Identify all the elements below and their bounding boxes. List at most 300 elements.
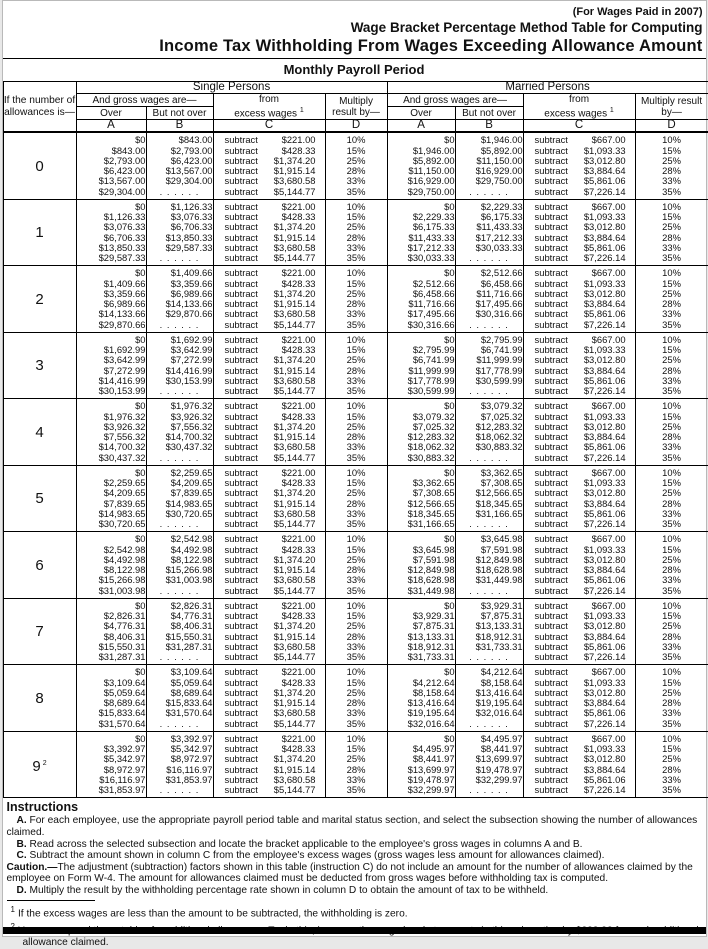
- single-cell-rate: 35%: [325, 652, 387, 665]
- married-cell-rate: 28%: [635, 233, 708, 243]
- married-cell-rate: 25%: [635, 156, 708, 166]
- married-cell-but-not-over: . . . . . .: [455, 253, 523, 266]
- footnote-1-marker: 1: [300, 107, 304, 114]
- single-cell-subtract-amount: subtract $1,374.20: [213, 422, 325, 432]
- single-cell-rate: 28%: [325, 432, 387, 442]
- married-cell-subtract-amount: subtract $3,012.80: [523, 555, 635, 565]
- married-gross-wages-header: And gross wages are—: [387, 94, 523, 107]
- married-cell-but-not-over: $12,566.65: [455, 488, 523, 498]
- married-cell-subtract-amount: subtract $7,226.14: [523, 253, 635, 266]
- married-cell-subtract-amount: subtract $7,226.14: [523, 719, 635, 732]
- married-cell-rate: 35%: [635, 453, 708, 466]
- single-cell-subtract-amount: subtract $1,915.14: [213, 366, 325, 376]
- married-cell-rate: 33%: [635, 309, 708, 319]
- married-cell-over: $8,158.64: [387, 688, 455, 698]
- single-cell-but-not-over: $8,972.97: [146, 754, 213, 764]
- single-cell-over: $0: [76, 665, 146, 678]
- married-cell-subtract-amount: subtract $3,012.80: [523, 621, 635, 631]
- married-cell-over: $0: [387, 266, 455, 279]
- bracket-row: [3, 253, 708, 266]
- single-cell-over: $7,272.99: [76, 366, 146, 376]
- single-cell-over: $29,870.66: [76, 320, 146, 333]
- single-cell-over: $0: [76, 465, 146, 478]
- married-cell-over: $11,716.66: [387, 299, 455, 309]
- single-cell-over: $0: [76, 132, 146, 145]
- married-cell-over: $3,079.32: [387, 412, 455, 422]
- single-cell-but-not-over: . . . . . .: [146, 586, 213, 599]
- single-multiply-header: Multiply result by—: [325, 94, 387, 120]
- single-cell-rate: 10%: [325, 665, 387, 678]
- married-cell-subtract-amount: subtract $1,093.33: [523, 345, 635, 355]
- married-cell-subtract-amount: subtract $3,884.64: [523, 432, 635, 442]
- single-over-header: Over: [76, 107, 146, 120]
- married-cell-subtract-amount: subtract $1,093.33: [523, 146, 635, 156]
- single-cell-but-not-over: $31,853.97: [146, 775, 213, 785]
- single-cell-subtract-amount: subtract $428.33: [213, 545, 325, 555]
- single-cell-over: $7,556.32: [76, 432, 146, 442]
- single-cell-but-not-over: $2,826.31: [146, 598, 213, 611]
- table-header: [3, 82, 708, 133]
- married-cell-but-not-over: $2,229.33: [455, 199, 523, 212]
- single-cell-subtract-amount: subtract $1,374.20: [213, 754, 325, 764]
- single-cell-subtract-amount: subtract $221.00: [213, 465, 325, 478]
- married-cell-rate: 10%: [635, 731, 708, 744]
- bracket-row: [3, 519, 708, 532]
- married-cell-but-not-over: $6,175.33: [455, 212, 523, 222]
- married-cell-but-not-over: $7,308.65: [455, 478, 523, 488]
- single-cell-over: $7,839.65: [76, 499, 146, 509]
- single-cell-over: $2,542.98: [76, 545, 146, 555]
- single-cell-subtract-amount: subtract $1,915.14: [213, 565, 325, 575]
- single-cell-rate: 25%: [325, 289, 387, 299]
- married-cell-but-not-over: $11,433.33: [455, 222, 523, 232]
- married-cell-rate: 33%: [635, 376, 708, 386]
- single-cell-over: $1,692.99: [76, 345, 146, 355]
- married-cell-but-not-over: $11,716.66: [455, 289, 523, 299]
- single-cell-over: $5,059.64: [76, 688, 146, 698]
- single-cell-over: $1,126.33: [76, 212, 146, 222]
- married-cell-subtract-amount: subtract $3,884.64: [523, 632, 635, 642]
- column-letter: D: [325, 120, 387, 133]
- married-excess-wages-header: from excess wages $^1$: [523, 94, 635, 120]
- married-cell-subtract-amount: subtract $5,861.06: [523, 243, 635, 253]
- married-cell-over: $30,599.99: [387, 386, 455, 399]
- married-cell-subtract-amount: subtract $5,861.06: [523, 176, 635, 186]
- married-cell-rate: 10%: [635, 598, 708, 611]
- married-cell-but-not-over: $30,033.33: [455, 243, 523, 253]
- married-cell-rate: 15%: [635, 212, 708, 222]
- married-cell-over: $16,929.00: [387, 176, 455, 186]
- married-cell-rate: 25%: [635, 222, 708, 232]
- single-cell-but-not-over: $7,272.99: [146, 355, 213, 365]
- single-cell-subtract-amount: subtract $5,144.77: [213, 519, 325, 532]
- married-cell-over: $11,999.99: [387, 366, 455, 376]
- single-cell-subtract-amount: subtract $221.00: [213, 199, 325, 212]
- married-cell-subtract-amount: subtract $5,861.06: [523, 509, 635, 519]
- single-cell-over: $0: [76, 598, 146, 611]
- single-cell-but-not-over: $2,793.00: [146, 146, 213, 156]
- married-cell-over: $1,946.00: [387, 146, 455, 156]
- single-cell-rate: 15%: [325, 545, 387, 555]
- single-cell-subtract-amount: subtract $5,144.77: [213, 719, 325, 732]
- married-cell-over: $19,195.64: [387, 708, 455, 718]
- bracket-row: [3, 652, 708, 665]
- married-but-not-over-header: But not over: [455, 107, 523, 120]
- married-cell-over: $2,795.99: [387, 345, 455, 355]
- married-cell-rate: 10%: [635, 465, 708, 478]
- single-cell-over: $0: [76, 731, 146, 744]
- married-cell-subtract-amount: subtract $667.00: [523, 731, 635, 744]
- single-cell-over: $30,720.65: [76, 519, 146, 532]
- married-cell-over: $4,495.97: [387, 744, 455, 754]
- single-cell-subtract-amount: subtract $1,374.20: [213, 156, 325, 166]
- single-cell-but-not-over: $30,437.32: [146, 442, 213, 452]
- single-cell-over: $8,406.31: [76, 632, 146, 642]
- single-cell-over: $4,776.31: [76, 621, 146, 631]
- married-cell-but-not-over: $18,628.98: [455, 565, 523, 575]
- married-cell-over: $18,062.32: [387, 442, 455, 452]
- married-cell-over: $29,750.00: [387, 187, 455, 200]
- married-cell-over: $13,699.97: [387, 765, 455, 775]
- married-cell-over: $0: [387, 532, 455, 545]
- married-cell-over: $3,362.65: [387, 478, 455, 488]
- single-cell-subtract-amount: subtract $221.00: [213, 132, 325, 145]
- married-cell-subtract-amount: subtract $3,884.64: [523, 166, 635, 176]
- single-cell-but-not-over: $8,122.98: [146, 555, 213, 565]
- column-letter: A: [387, 120, 455, 133]
- married-cell-rate: 35%: [635, 519, 708, 532]
- married-cell-subtract-amount: subtract $3,012.80: [523, 156, 635, 166]
- married-cell-rate: 33%: [635, 243, 708, 253]
- married-cell-rate: 25%: [635, 688, 708, 698]
- married-cell-subtract-amount: subtract $5,861.06: [523, 642, 635, 652]
- married-cell-rate: 25%: [635, 488, 708, 498]
- single-cell-rate: 28%: [325, 765, 387, 775]
- column-letter: B: [146, 120, 213, 133]
- married-cell-over: $31,449.98: [387, 586, 455, 599]
- married-cell-but-not-over: $8,158.64: [455, 678, 523, 688]
- single-cell-over: $0: [76, 199, 146, 212]
- single-cell-over: $15,550.31: [76, 642, 146, 652]
- allowance-group-4: [3, 399, 708, 466]
- married-cell-rate: 15%: [635, 279, 708, 289]
- single-cell-but-not-over: $1,692.99: [146, 332, 213, 345]
- married-cell-but-not-over: $12,849.98: [455, 555, 523, 565]
- married-cell-subtract-amount: subtract $7,226.14: [523, 187, 635, 200]
- single-cell-rate: 33%: [325, 376, 387, 386]
- married-cell-subtract-amount: subtract $3,012.80: [523, 754, 635, 764]
- single-cell-subtract-amount: subtract $1,374.20: [213, 555, 325, 565]
- married-cell-rate: 33%: [635, 775, 708, 785]
- single-cell-subtract-amount: subtract $1,915.14: [213, 166, 325, 176]
- married-cell-over: $0: [387, 731, 455, 744]
- single-cell-rate: 10%: [325, 266, 387, 279]
- married-cell-rate: 35%: [635, 320, 708, 333]
- married-cell-subtract-amount: subtract $3,012.80: [523, 488, 635, 498]
- married-cell-but-not-over: . . . . . .: [455, 386, 523, 399]
- allowances-header: If the number of allowances is—: [3, 82, 76, 133]
- married-cell-subtract-amount: subtract $7,226.14: [523, 586, 635, 599]
- married-cell-rate: 10%: [635, 266, 708, 279]
- married-cell-but-not-over: $2,795.99: [455, 332, 523, 345]
- allowance-count: 5: [3, 465, 76, 532]
- allowance-group-6: [3, 532, 708, 599]
- instruction-b: B. Read across the selected subsection and locate the bracket applicable to the employee's gross wages in columns A and B.: [7, 839, 702, 851]
- single-cell-but-not-over: $4,776.31: [146, 611, 213, 621]
- single-cell-but-not-over: $14,416.99: [146, 366, 213, 376]
- married-cell-rate: 35%: [635, 719, 708, 732]
- single-cell-rate: 33%: [325, 309, 387, 319]
- allowance-count: 6: [3, 532, 76, 599]
- married-cell-rate: 25%: [635, 355, 708, 365]
- single-cell-but-not-over: $7,839.65: [146, 488, 213, 498]
- single-cell-but-not-over: $15,550.31: [146, 632, 213, 642]
- single-cell-over: $2,259.65: [76, 478, 146, 488]
- married-cell-subtract-amount: subtract $3,012.80: [523, 289, 635, 299]
- married-cell-over: $0: [387, 665, 455, 678]
- married-cell-rate: 15%: [635, 545, 708, 555]
- married-cell-but-not-over: $6,458.66: [455, 279, 523, 289]
- married-cell-over: $19,478.97: [387, 775, 455, 785]
- single-cell-rate: 28%: [325, 565, 387, 575]
- single-cell-rate: 28%: [325, 366, 387, 376]
- single-cell-but-not-over: $30,153.99: [146, 376, 213, 386]
- single-cell-but-not-over: $3,076.33: [146, 212, 213, 222]
- married-cell-but-not-over: . . . . . .: [455, 519, 523, 532]
- married-cell-subtract-amount: subtract $3,884.64: [523, 698, 635, 708]
- single-cell-but-not-over: $5,342.97: [146, 744, 213, 754]
- married-cell-over: $30,033.33: [387, 253, 455, 266]
- married-cell-subtract-amount: subtract $1,093.33: [523, 478, 635, 488]
- married-cell-but-not-over: $18,345.65: [455, 499, 523, 509]
- single-cell-over: $15,833.64: [76, 708, 146, 718]
- married-cell-rate: 25%: [635, 555, 708, 565]
- married-cell-over: $12,849.98: [387, 565, 455, 575]
- married-cell-subtract-amount: subtract $667.00: [523, 665, 635, 678]
- single-cell-over: $31,287.31: [76, 652, 146, 665]
- married-cell-over: $32,299.97: [387, 785, 455, 798]
- married-cell-but-not-over: $31,166.65: [455, 509, 523, 519]
- married-cell-over: $8,441.97: [387, 754, 455, 764]
- single-cell-but-not-over: . . . . . .: [146, 719, 213, 732]
- single-cell-subtract-amount: subtract $3,680.58: [213, 775, 325, 785]
- single-cell-subtract-amount: subtract $1,374.20: [213, 222, 325, 232]
- single-cell-but-not-over: $8,406.31: [146, 621, 213, 631]
- single-cell-but-not-over: $29,870.66: [146, 309, 213, 319]
- single-cell-subtract-amount: subtract $3,680.58: [213, 309, 325, 319]
- instruction-a: A. For each employee, use the appropriate payroll period table and marital status section, and select the subsection showing the number of allowances claimed.: [7, 815, 702, 838]
- single-cell-subtract-amount: subtract $428.33: [213, 279, 325, 289]
- single-cell-rate: 35%: [325, 187, 387, 200]
- married-cell-rate: 33%: [635, 442, 708, 452]
- married-cell-over: $6,175.33: [387, 222, 455, 232]
- single-cell-but-not-over: $8,689.64: [146, 688, 213, 698]
- allowance-group-0: [3, 132, 708, 199]
- married-cell-over: $0: [387, 465, 455, 478]
- allowance-count: 3: [3, 332, 76, 399]
- married-cell-but-not-over: $16,929.00: [455, 166, 523, 176]
- married-cell-but-not-over: $17,778.99: [455, 366, 523, 376]
- single-cell-rate: 33%: [325, 708, 387, 718]
- single-cell-but-not-over: . . . . . .: [146, 253, 213, 266]
- single-cell-rate: 15%: [325, 345, 387, 355]
- married-cell-rate: 10%: [635, 332, 708, 345]
- married-persons-header: Married Persons: [387, 82, 708, 94]
- bracket-row: [3, 386, 708, 399]
- married-cell-but-not-over: $32,299.97: [455, 775, 523, 785]
- married-cell-rate: 25%: [635, 422, 708, 432]
- married-cell-over: $7,875.31: [387, 621, 455, 631]
- single-cell-but-not-over: $1,976.32: [146, 399, 213, 412]
- single-cell-subtract-amount: subtract $1,374.20: [213, 289, 325, 299]
- married-cell-over: $30,883.32: [387, 453, 455, 466]
- married-cell-but-not-over: $3,645.98: [455, 532, 523, 545]
- single-cell-rate: 33%: [325, 775, 387, 785]
- married-cell-but-not-over: $3,079.32: [455, 399, 523, 412]
- single-persons-header: Single Persons: [76, 82, 387, 94]
- single-gross-wages-header: And gross wages are—: [76, 94, 213, 107]
- single-cell-rate: 33%: [325, 575, 387, 585]
- married-cell-rate: 33%: [635, 509, 708, 519]
- single-cell-subtract-amount: subtract $1,374.20: [213, 355, 325, 365]
- single-cell-over: $4,209.65: [76, 488, 146, 498]
- allowance-count: 0: [3, 132, 76, 199]
- single-cell-over: $1,976.32: [76, 412, 146, 422]
- married-cell-rate: 28%: [635, 166, 708, 176]
- married-cell-rate: 35%: [635, 785, 708, 798]
- married-cell-over: $18,912.31: [387, 642, 455, 652]
- married-cell-over: $4,212.64: [387, 678, 455, 688]
- married-cell-but-not-over: $30,316.66: [455, 309, 523, 319]
- married-cell-over: $3,645.98: [387, 545, 455, 555]
- single-cell-over: $14,700.32: [76, 442, 146, 452]
- married-cell-rate: 25%: [635, 289, 708, 299]
- single-cell-over: $6,989.66: [76, 299, 146, 309]
- bracket-row: [3, 785, 708, 798]
- married-cell-over: $13,133.31: [387, 632, 455, 642]
- single-cell-but-not-over: $14,700.32: [146, 432, 213, 442]
- allowance-count: 7: [3, 598, 76, 665]
- single-cell-rate: 10%: [325, 132, 387, 145]
- married-cell-but-not-over: $18,912.31: [455, 632, 523, 642]
- title-line-2: Income Tax Withholding From Wages Exceeding Allowance Amount: [3, 36, 703, 56]
- footnote-1-marker: 1: [610, 107, 614, 114]
- married-cell-but-not-over: $8,441.97: [455, 744, 523, 754]
- single-cell-subtract-amount: subtract $1,374.20: [213, 688, 325, 698]
- allowance-count: 4: [3, 399, 76, 466]
- single-cell-over: $0: [76, 266, 146, 279]
- married-cell-subtract-amount: subtract $3,012.80: [523, 222, 635, 232]
- married-cell-but-not-over: $18,062.32: [455, 432, 523, 442]
- married-cell-over: $5,892.00: [387, 156, 455, 166]
- married-cell-subtract-amount: subtract $5,861.06: [523, 309, 635, 319]
- married-cell-but-not-over: $31,449.98: [455, 575, 523, 585]
- married-cell-over: $12,566.65: [387, 499, 455, 509]
- single-cell-subtract-amount: subtract $1,915.14: [213, 432, 325, 442]
- married-cell-but-not-over: $30,883.32: [455, 442, 523, 452]
- married-cell-subtract-amount: subtract $5,861.06: [523, 775, 635, 785]
- married-cell-but-not-over: $30,599.99: [455, 376, 523, 386]
- married-cell-rate: 33%: [635, 708, 708, 718]
- married-cell-but-not-over: $11,999.99: [455, 355, 523, 365]
- single-cell-subtract-amount: subtract $3,680.58: [213, 708, 325, 718]
- married-cell-subtract-amount: subtract $667.00: [523, 598, 635, 611]
- single-cell-rate: 15%: [325, 678, 387, 688]
- married-cell-but-not-over: $19,195.64: [455, 698, 523, 708]
- single-cell-rate: 25%: [325, 688, 387, 698]
- single-cell-rate: 15%: [325, 744, 387, 754]
- single-cell-rate: 35%: [325, 785, 387, 798]
- single-cell-rate: 25%: [325, 355, 387, 365]
- married-cell-rate: 28%: [635, 698, 708, 708]
- married-cell-rate: 15%: [635, 678, 708, 688]
- column-letter: C: [213, 120, 325, 133]
- single-cell-rate: 33%: [325, 176, 387, 186]
- single-cell-over: $3,076.33: [76, 222, 146, 232]
- single-cell-over: $4,492.98: [76, 555, 146, 565]
- single-cell-over: $29,587.33: [76, 253, 146, 266]
- single-cell-rate: 28%: [325, 499, 387, 509]
- married-cell-but-not-over: . . . . . .: [455, 453, 523, 466]
- single-cell-over: $14,983.65: [76, 509, 146, 519]
- single-cell-rate: 35%: [325, 386, 387, 399]
- bracket-row: [3, 665, 708, 678]
- bracket-row: [3, 320, 708, 333]
- single-cell-rate: 25%: [325, 488, 387, 498]
- single-cell-rate: 15%: [325, 412, 387, 422]
- single-cell-but-not-over: $4,492.98: [146, 545, 213, 555]
- single-cell-rate: 28%: [325, 233, 387, 243]
- married-cell-subtract-amount: subtract $5,861.06: [523, 708, 635, 718]
- single-cell-subtract-amount: subtract $1,915.14: [213, 299, 325, 309]
- married-cell-but-not-over: $13,416.64: [455, 688, 523, 698]
- single-cell-over: $1,409.66: [76, 279, 146, 289]
- single-cell-over: $0: [76, 399, 146, 412]
- single-cell-subtract-amount: subtract $3,680.58: [213, 509, 325, 519]
- married-cell-over: $11,150.00: [387, 166, 455, 176]
- single-excess-wages-header: from excess wages $^1$: [213, 94, 325, 120]
- single-cell-subtract-amount: subtract $5,144.77: [213, 652, 325, 665]
- single-cell-subtract-amount: subtract $1,374.20: [213, 621, 325, 631]
- married-cell-over: $6,741.99: [387, 355, 455, 365]
- married-cell-subtract-amount: subtract $5,861.06: [523, 575, 635, 585]
- married-cell-rate: 28%: [635, 432, 708, 442]
- married-cell-over: $3,929.31: [387, 611, 455, 621]
- single-cell-rate: 35%: [325, 519, 387, 532]
- married-cell-rate: 33%: [635, 575, 708, 585]
- document-header: [3, 1, 706, 58]
- single-cell-rate: 15%: [325, 146, 387, 156]
- single-cell-rate: 25%: [325, 156, 387, 166]
- single-cell-subtract-amount: subtract $428.33: [213, 212, 325, 222]
- married-cell-but-not-over: $3,929.31: [455, 598, 523, 611]
- footnote-2: allowance claimed.: [7, 921, 702, 949]
- single-cell-rate: 10%: [325, 532, 387, 545]
- married-cell-subtract-amount: subtract $667.00: [523, 532, 635, 545]
- single-cell-over: $8,972.97: [76, 765, 146, 775]
- single-cell-but-not-over: $13,850.33: [146, 233, 213, 243]
- single-cell-over: $6,706.33: [76, 233, 146, 243]
- single-cell-subtract-amount: subtract $1,374.20: [213, 488, 325, 498]
- single-cell-subtract-amount: subtract $428.33: [213, 744, 325, 754]
- single-cell-rate: 28%: [325, 166, 387, 176]
- single-cell-over: $14,133.66: [76, 309, 146, 319]
- single-cell-over: $0: [76, 332, 146, 345]
- allowance-group-9: [3, 731, 708, 798]
- married-cell-but-not-over: . . . . . .: [455, 586, 523, 599]
- married-cell-but-not-over: . . . . . .: [455, 320, 523, 333]
- married-cell-rate: 15%: [635, 478, 708, 488]
